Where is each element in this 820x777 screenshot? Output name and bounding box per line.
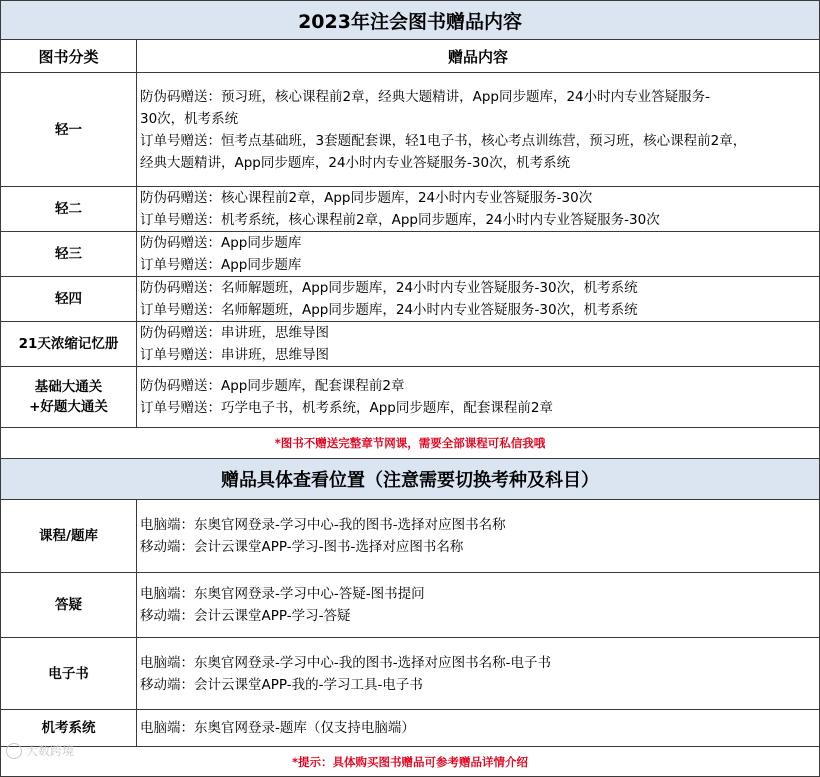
book-name: 轻一 (1, 73, 137, 187)
location-content (137, 638, 820, 710)
watermark-text: 大数跨境 (26, 744, 75, 758)
location-name: 答疑 (1, 573, 137, 638)
content-line: 防伪码赠送：名师解题班，App同步题库，24小时内专业答疑服务-30次，机考系统 (140, 280, 638, 296)
location-content (137, 710, 820, 747)
book-name: 轻四 (1, 277, 137, 322)
table-row (1, 710, 820, 747)
content-line: 订单号赠送：巧学电子书，机考系统，App同步题库，配套课程前2章 (140, 400, 553, 416)
content-line: 电脑端：东奥官网登录-学习中心-答疑-图书提问 (140, 586, 425, 602)
content-line: 订单号赠送：App同步题库 (140, 257, 302, 273)
location-name: 机考系统 (1, 710, 137, 747)
content-line: 防伪码赠送：核心课程前2章，App同步题库，24小时内专业答疑服务-30次 (140, 190, 593, 206)
table-title: 2023年注会图书赠品内容 (1, 1, 820, 40)
content-line: 30次，机考系统 (140, 110, 239, 127)
table-row (1, 73, 820, 187)
gift-content (137, 367, 820, 428)
gift-content (137, 187, 820, 232)
content-line: 移动端：会计云课堂APP-学习-答疑 (140, 608, 351, 624)
section-title: 赠品具体查看位置（注意需要切换考种及科目） (1, 459, 820, 500)
content-line: 经典大题精讲，App同步题库，24小时内专业答疑服务-30次，机考系统 (140, 154, 571, 171)
header-content: 赠品内容 (137, 40, 820, 73)
table-row (1, 638, 820, 710)
book-name: 轻三 (1, 232, 137, 277)
content-line: 移动端：会计云课堂APP-学习-图书-选择对应图书名称 (140, 539, 464, 555)
watermark-logo-icon (6, 743, 22, 759)
content-line: 订单号赠送：串讲班，思维导图 (140, 347, 329, 363)
content-line: 防伪码赠送：App同步题库，配套课程前2章 (140, 378, 405, 394)
table-row (1, 232, 820, 277)
gift-content (137, 322, 820, 367)
location-name: 课程/题库 (1, 500, 137, 573)
location-name: 电子书 (1, 638, 137, 710)
table-row (1, 277, 820, 322)
book-name-line: +好题大通关 (29, 399, 108, 415)
book-name: 21天浓缩记忆册 (1, 322, 137, 367)
table-row (1, 367, 820, 428)
content-line: 电脑端：东奥官网登录-学习中心-我的图书-选择对应图书名称 (140, 517, 506, 533)
location-content (137, 500, 820, 573)
table-row (1, 322, 820, 367)
watermark (6, 742, 74, 759)
gift-content (137, 232, 820, 277)
content-line: 防伪码赠送：App同步题库 (140, 235, 302, 251)
content-line: 移动端：会计云课堂APP-我的-学习工具-电子书 (140, 676, 423, 693)
content-line: 防伪码赠送：串讲班，思维导图 (140, 325, 329, 341)
header-category: 图书分类 (1, 40, 137, 73)
content-line: 订单号赠送：恒考点基础班，3套题配套课，轻1电子书，核心考点训练营，预习班，核心课程前2章， (140, 132, 747, 149)
book-name (1, 367, 137, 428)
table-row (1, 500, 820, 573)
gift-content (137, 73, 820, 187)
gift-content (137, 277, 820, 322)
location-content (137, 573, 820, 638)
table-row (1, 187, 820, 232)
course-note: *图书不赠送完整章节网课，需要全部课程可私信我哦 (1, 428, 820, 459)
content-line: 电脑端：东奥官网登录-题库（仅支持电脑端） (140, 720, 415, 736)
content-line: 电脑端：东奥官网登录-学习中心-我的图书-选择对应图书名称-电子书 (140, 654, 551, 671)
book-name-line: 基础大通关 (34, 379, 103, 395)
content-line: 订单号赠送：名师解题班，App同步题库，24小时内专业答疑服务-30次，机考系统 (140, 302, 638, 318)
content-line: 订单号赠送：机考系统，核心课程前2章，App同步题库，24小时内专业答疑服务-30次 (140, 212, 660, 228)
table-row (1, 573, 820, 638)
content-line: 防伪码赠送：预习班，核心课程前2章，经典大题精讲，App同步题库，24小时内专业答疑服务- (140, 88, 711, 105)
book-name: 轻二 (1, 187, 137, 232)
footer-note: *提示：具体购买图书赠品可参考赠品详情介绍 (1, 747, 820, 777)
